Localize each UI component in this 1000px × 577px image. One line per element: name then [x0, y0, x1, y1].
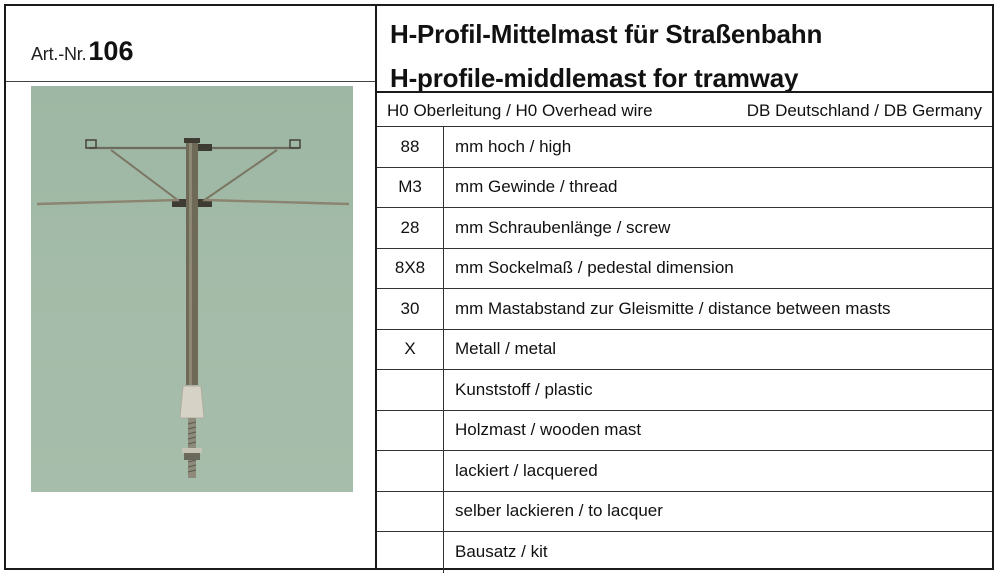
- spec-value: X: [377, 330, 444, 370]
- spec-value: [377, 532, 444, 573]
- title-german: H-Profil-Mittelmast für Straßenbahn: [390, 19, 823, 49]
- spec-value: 8X8: [377, 249, 444, 289]
- spec-row: [377, 208, 992, 249]
- spec-description: Holzmast / wooden mast: [455, 420, 642, 440]
- spec-description: mm Mastabstand zur Gleismitte / distance between masts: [455, 298, 891, 318]
- spec-row: [377, 451, 992, 492]
- spec-value: [377, 411, 444, 451]
- product-sheet: [4, 4, 994, 570]
- spec-table: [377, 127, 992, 573]
- spec-description: Bausatz / kit: [455, 542, 548, 562]
- spec-value: 28: [377, 208, 444, 248]
- product-title: [390, 12, 990, 100]
- category-row: [377, 91, 992, 127]
- article-number: [31, 36, 133, 70]
- spec-description: Metall / metal: [455, 339, 557, 359]
- spec-row: [377, 370, 992, 411]
- spec-description: Kunststoff / plastic: [455, 379, 593, 399]
- spec-row: [377, 330, 992, 371]
- spec-value: 88: [377, 127, 444, 167]
- category-region: DB Deutschland / DB Germany: [746, 101, 982, 120]
- spec-row: [377, 289, 992, 330]
- article-number-prefix: Art.-Nr.: [31, 44, 87, 64]
- spec-row: [377, 532, 992, 573]
- spec-description: mm Sockelmaß / pedestal dimension: [455, 258, 734, 278]
- spec-description: selber lackieren / to lacquer: [455, 501, 663, 521]
- spec-description: mm Gewinde / thread: [455, 177, 618, 197]
- article-number-value: 106: [88, 36, 134, 66]
- divider: [6, 81, 375, 82]
- mast-illustration: [31, 86, 353, 492]
- spec-row: [377, 411, 992, 452]
- title-english: H-profile-middlemast for tramway: [390, 63, 799, 93]
- spec-row: [377, 168, 992, 209]
- spec-value: [377, 451, 444, 491]
- spec-description: mm hoch / high: [455, 136, 572, 156]
- spec-value: M3: [377, 168, 444, 208]
- category-overhead-wire: H0 Oberleitung / H0 Overhead wire: [387, 101, 653, 120]
- spec-value: [377, 492, 444, 532]
- spec-row: [377, 249, 992, 290]
- right-panel: [377, 6, 992, 568]
- product-photo: [31, 86, 353, 492]
- spec-row: [377, 127, 992, 168]
- spec-description: lackiert / lacquered: [455, 460, 598, 480]
- spec-value: 30: [377, 289, 444, 329]
- left-panel: [6, 6, 377, 568]
- spec-row: [377, 492, 992, 533]
- spec-value: [377, 370, 444, 410]
- spec-description: mm Schraubenlänge / screw: [455, 217, 671, 237]
